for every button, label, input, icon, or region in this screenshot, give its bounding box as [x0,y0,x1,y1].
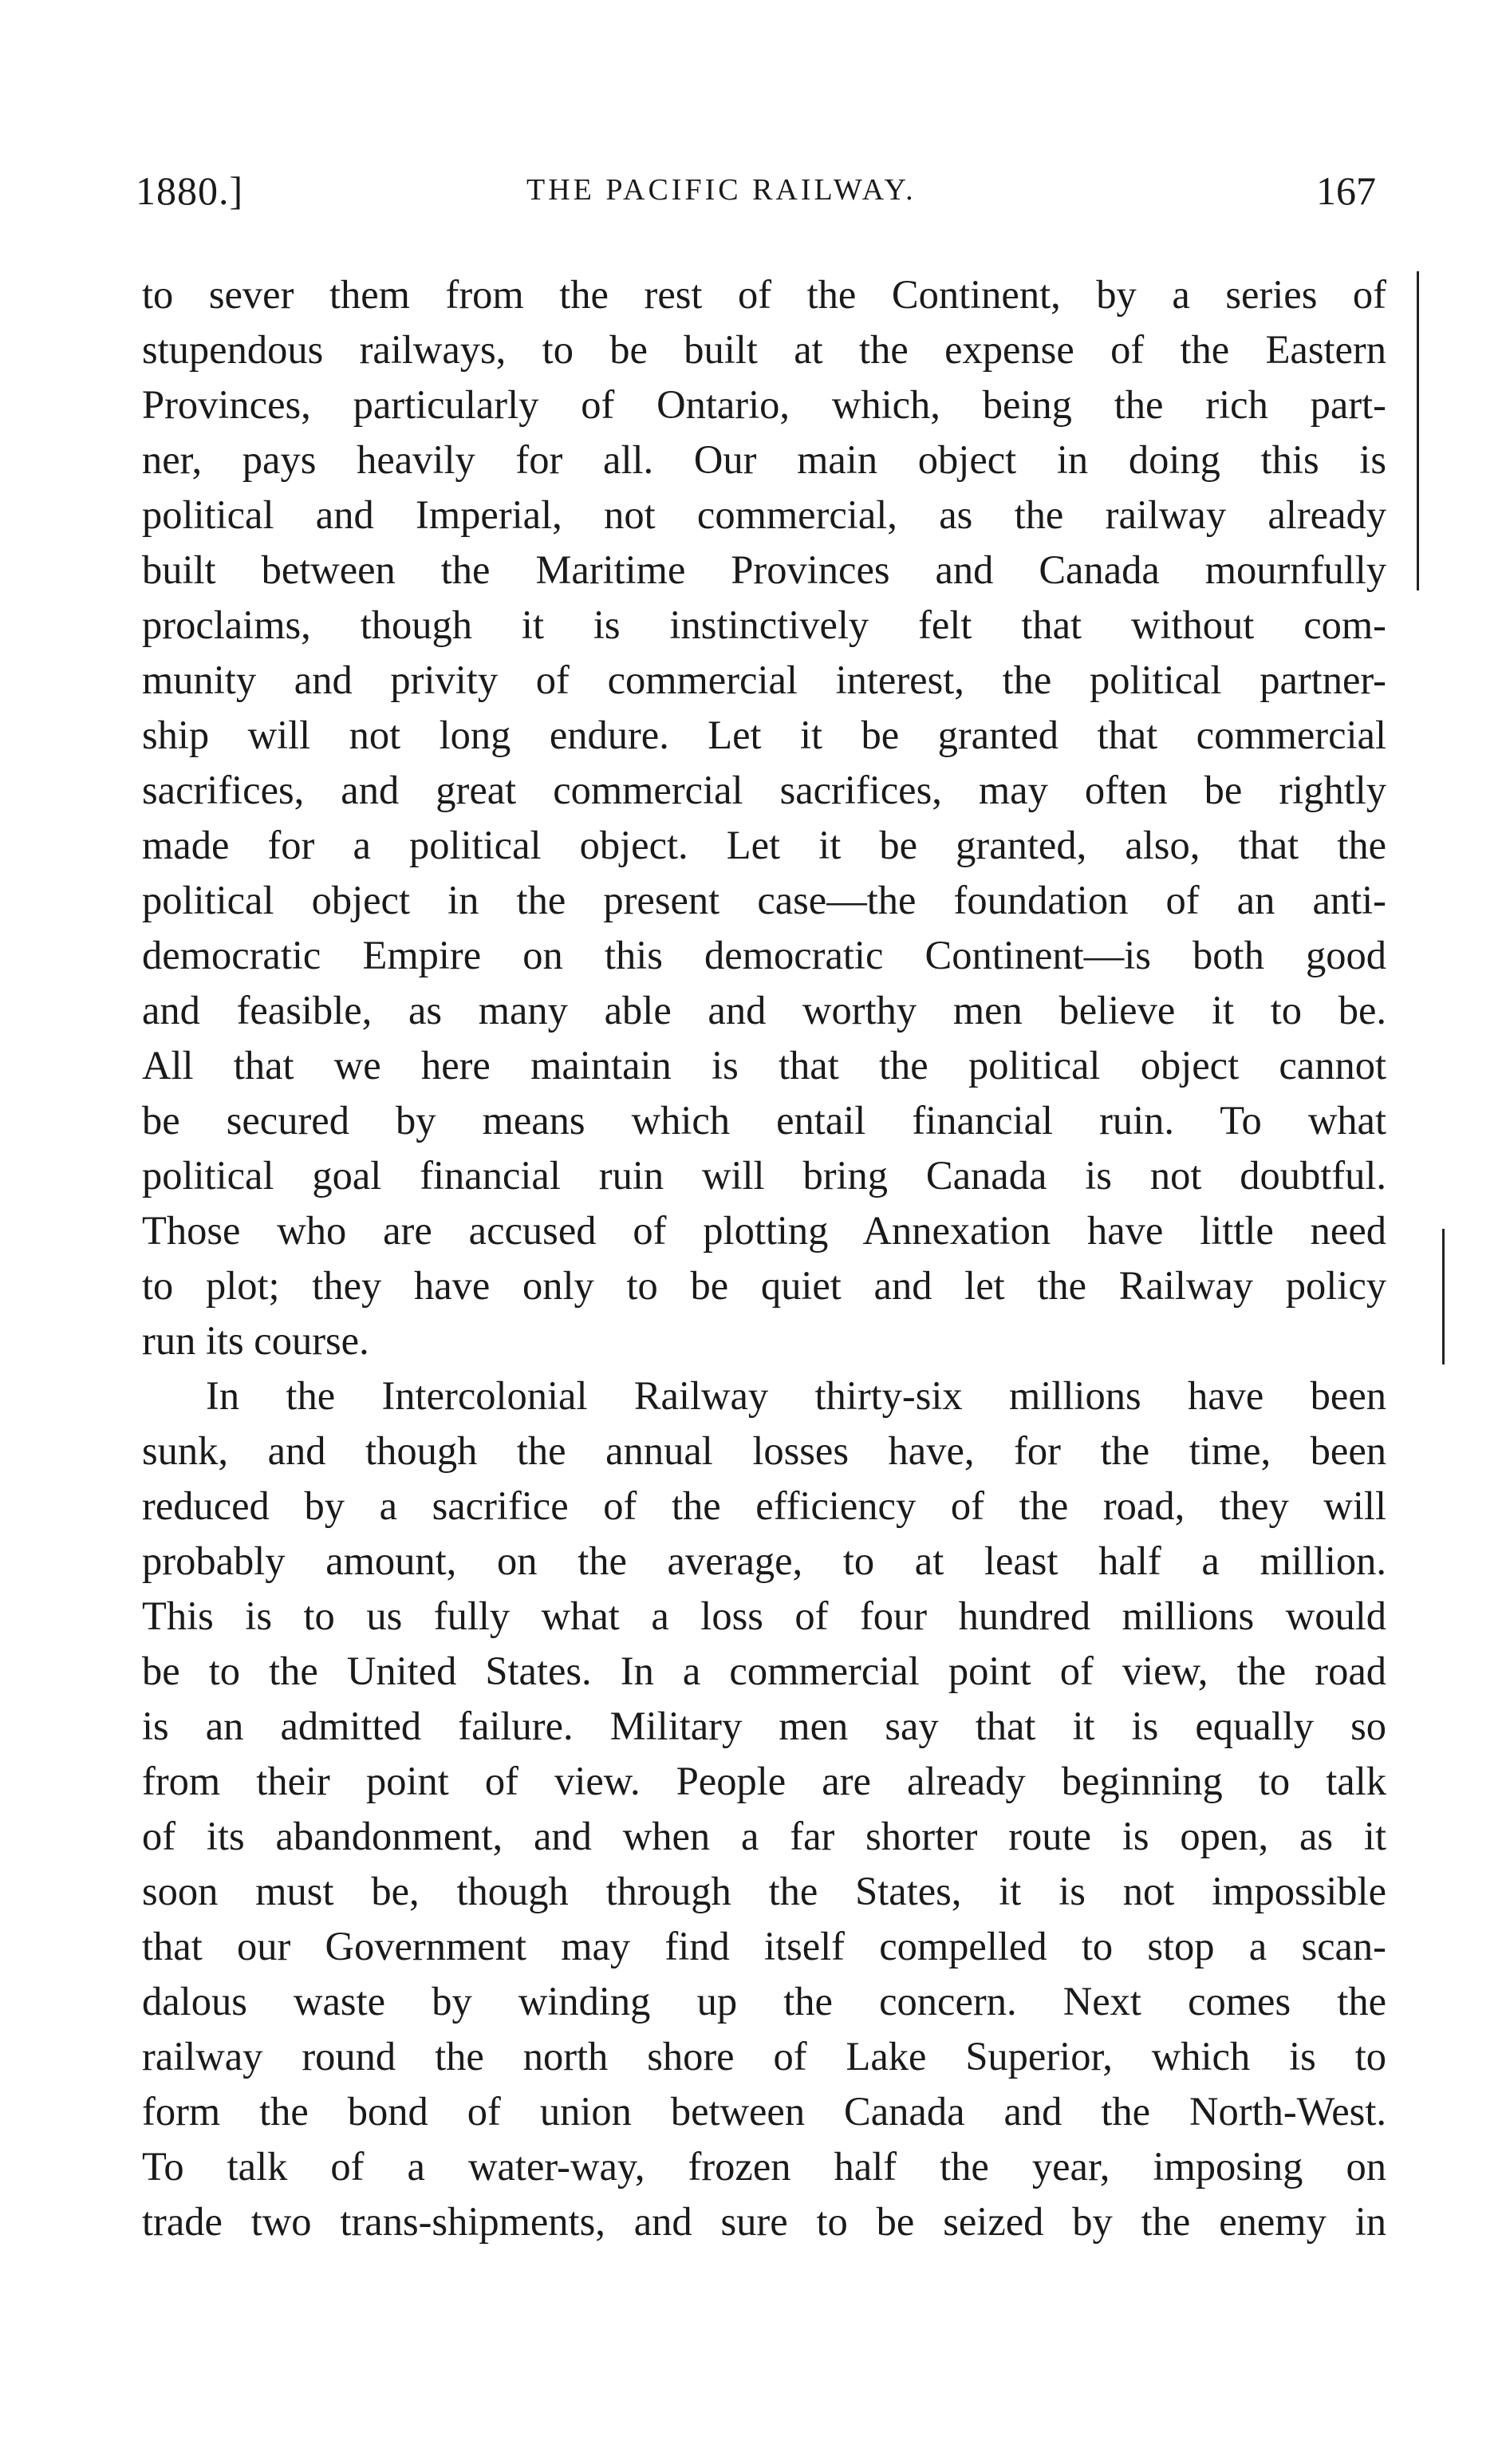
text-line: munity and privity of commercial interest, the political partner- [142,657,1386,702]
text-line: Provinces, particularly of Ontario, which, being the rich part- [142,382,1386,427]
text-line: of its abandonment, and when a far shorter route is open, as it [142,1814,1386,1858]
body-text [142,267,1386,2249]
text-line: form the bond of union between Canada and the North-West. [142,2089,1386,2134]
text-line: built between the Maritime Provinces and Canada mournfully [142,547,1386,592]
text-line: from their point of view. People are already beginning to talk [142,1759,1386,1803]
text-line: proclaims, though it is instinctively felt that without com- [142,602,1386,647]
text-line: soon must be, though through the States, it is not impossible [142,1869,1386,1913]
text-line: be to the United States. In a commercial point of view, the road [142,1649,1386,1693]
text-line: sunk, and though the annual losses have, for the time, been [142,1428,1386,1473]
paragraph-2 [142,1368,1386,2249]
text-line: democratic Empire on this democratic Continent—is both good [142,933,1386,977]
paragraph-1 [142,267,1386,1368]
text-line: Those who are accused of plotting Annexation have little need [142,1208,1386,1253]
text-line: political and Imperial, not commercial, as the railway already [142,492,1386,537]
margin-rule-bottom [1442,1229,1445,1364]
text-line: This is to us fully what a loss of four hundred millions would [142,1593,1386,1638]
text-line: political goal financial ruin will bring Canada is not doubtful. [142,1153,1386,1198]
text-line: In the Intercolonial Railway thirty-six millions have been [206,1373,1386,1418]
text-line: made for a political object. Let it be granted, also, that the [142,823,1386,867]
text-line: sacrifices, and great commercial sacrifices, may often be rightly [142,768,1386,812]
text-line: To talk of a water-way, frozen half the year, imposing on [142,2144,1386,2189]
text-line: reduced by a sacrifice of the efficiency of the road, they will [142,1483,1386,1528]
header-title: THE PACIFIC RAILWAY. [526,173,917,207]
text-line: is an admitted failure. Military men say that it is equally so [142,1704,1386,1748]
page-number: 167 [1316,168,1376,213]
margin-rule-top [1417,271,1419,590]
text-line: railway round the north shore of Lake Superior, which is to [142,2034,1386,2079]
text-line: and feasible, as many able and worthy men believe it to be. [142,988,1386,1033]
text-line: to sever them from the rest of the Continent, by a series of [142,272,1386,317]
text-line: ship will not long endure. Let it be granted that commercial [142,713,1386,757]
text-line: dalous waste by winding up the concern. Next comes the [142,1979,1386,2024]
header-year: 1880.] [136,168,244,213]
running-header [136,168,1380,223]
text-line: to plot; they have only to be quiet and let the Railway policy [142,1263,1386,1308]
text-line: be secured by means which entail financial ruin. To what [142,1098,1386,1143]
text-line: probably amount, on the average, to at least half a million. [142,1538,1386,1583]
text-line: run its course. [142,1318,369,1363]
text-line: trade two trans-shipments, and sure to be seized by the enemy in [142,2199,1386,2244]
text-line: political object in the present case—the foundation of an anti- [142,878,1386,922]
text-line: stupendous railways, to be built at the expense of the Eastern [142,327,1386,372]
text-line: ner, pays heavily for all. Our main object in doing this is [142,437,1386,482]
text-line: All that we here maintain is that the political object cannot [142,1043,1386,1088]
text-line: that our Government may find itself compelled to stop a scan- [142,1924,1386,1968]
